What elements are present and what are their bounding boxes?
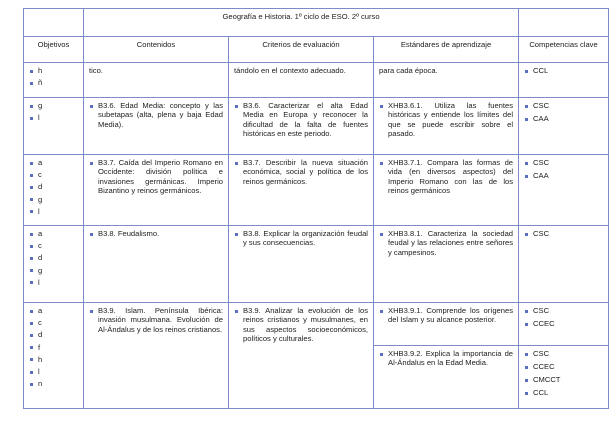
competencia-item: CCEC (524, 319, 603, 328)
competencias-cell (519, 155, 609, 226)
table-row (24, 303, 609, 346)
criterio-item: B3.8. Explicar la organización feudal y sus consecuencias. (234, 229, 368, 248)
objetivo-item: g (29, 101, 78, 110)
header-estandares: Estándares de aprendizaje (374, 37, 519, 63)
objetivo-item: a (29, 306, 78, 315)
estandar-item: XHB3.8.1. Caracteriza la sociedad feudal y las relaciones entre señores y campesinos. (379, 229, 513, 257)
objetivos-cell (24, 303, 84, 409)
criterios-cell (229, 155, 374, 226)
table-row (24, 226, 609, 303)
contenidos-cell (84, 155, 229, 226)
objetivo-item: l (29, 207, 78, 216)
criterio-item: B3.9. Analizar la evolución de los reinos cristianos y musulmanes, en sus aspectos socioeconómicos, políticos y culturales. (234, 306, 368, 344)
table-title-row (24, 9, 609, 37)
objetivos-cell (24, 155, 84, 226)
estandar-item: XHB3.7.1. Compara las formas de vida (en diversos aspectos) del Imperio Romano con las de los reinos germánicos (379, 158, 513, 196)
estandar-item: XHB3.6.1. Utiliza las fuentes históricas y entiende los límites del que se puede escribir sobre el pasado. (379, 101, 513, 139)
table-row (24, 155, 609, 226)
competencia-item: CCL (524, 388, 603, 397)
estandares-cell (374, 155, 519, 226)
contenido-item: B3.8. Feudalismo. (89, 229, 223, 238)
competencias-cell (519, 346, 609, 409)
objetivo-item: d (29, 182, 78, 191)
contenido-item: B3.9. Islam. Península Ibérica: invasión musulmana. Evolución de Al-Ándalus y de los reinos cristianos. (89, 306, 223, 334)
objetivo-item: ñ (29, 78, 78, 87)
competencia-item: CSC (524, 349, 603, 358)
competencias-cell (519, 98, 609, 155)
objetivo-item: d (29, 253, 78, 262)
contenido-item: B3.7. Caída del Imperio Romano en Occidente: división política e invasiones germánicas. Imperio Bizantino y reinos germánicos. (89, 158, 223, 196)
criterio-item: B3.6. Caracterizar el alta Edad Media en Europa y reconocer la dificultad de la falta de fuentes históricas en este periodo. (234, 101, 368, 139)
objetivo-item: c (29, 170, 78, 179)
objetivo-item: g (29, 266, 78, 275)
objetivos-cell (24, 98, 84, 155)
competencia-item: CSC (524, 158, 603, 167)
competencia-item: CAA (524, 171, 603, 180)
header-contenidos: Contenidos (84, 37, 229, 63)
objetivo-item: d (29, 330, 78, 339)
estandares-cell (374, 303, 519, 346)
estandares-cell (374, 346, 519, 409)
estandares-cell (374, 98, 519, 155)
table-row (24, 98, 609, 155)
header-competencias: Competencias clave (519, 37, 609, 63)
objetivo-item: l (29, 113, 78, 122)
objetivo-item: c (29, 241, 78, 250)
objetivo-item: h (29, 66, 78, 75)
criterios-cell: tándolo en el contexto adecuado. (229, 63, 374, 98)
criterios-cell (229, 303, 374, 409)
estandares-cell: para cada época. (374, 63, 519, 98)
competencia-item: CAA (524, 114, 603, 123)
objetivos-cell (24, 63, 84, 98)
objetivo-item: l (29, 278, 78, 287)
criterios-cell (229, 98, 374, 155)
curriculum-table (23, 8, 609, 409)
competencias-cell (519, 226, 609, 303)
competencia-item: CCL (524, 66, 603, 75)
objetivos-cell (24, 226, 84, 303)
competencia-item: CSC (524, 229, 603, 238)
objetivo-item: n (29, 379, 78, 388)
objetivo-item: f (29, 343, 78, 352)
contenidos-cell (84, 303, 229, 409)
table-title: Geografía e Historia. 1º ciclo de ESO. 2º curso (84, 9, 519, 37)
objetivo-item: a (29, 229, 78, 238)
contenidos-cell (84, 98, 229, 155)
estandar-item: XHB3.9.2. Explica la importancia de Al-Ándalus en la Edad Media. (379, 349, 513, 368)
objetivo-item: l (29, 367, 78, 376)
contenido-item: B3.6. Edad Media: concepto y las subetapas (alta, plena y baja Edad Media). (89, 101, 223, 129)
column-header-row (24, 37, 609, 63)
competencia-item: CCEC (524, 362, 603, 371)
objetivo-item: c (29, 318, 78, 327)
competencia-item: CMCCT (524, 375, 603, 384)
header-objetivos: Objetivos (24, 37, 84, 63)
criterio-item: B3.7. Describir la nueva situación económica, social y política de los reinos germánicos. (234, 158, 368, 186)
objetivo-item: a (29, 158, 78, 167)
competencias-cell (519, 63, 609, 98)
header-criterios: Criterios de evaluación (229, 37, 374, 63)
empty-corner-cell (519, 9, 609, 37)
contenidos-cell: tico. (84, 63, 229, 98)
criterios-cell (229, 226, 374, 303)
contenidos-cell (84, 226, 229, 303)
table-row (24, 63, 609, 98)
competencia-item: CSC (524, 306, 603, 315)
estandares-cell (374, 226, 519, 303)
objetivo-item: g (29, 195, 78, 204)
empty-corner-cell (24, 9, 84, 37)
estandar-item: XHB3.9.1. Comprende los orígenes del Islam y su alcance posterior. (379, 306, 513, 325)
objetivo-item: h (29, 355, 78, 364)
competencias-cell (519, 303, 609, 346)
competencia-item: CSC (524, 101, 603, 110)
